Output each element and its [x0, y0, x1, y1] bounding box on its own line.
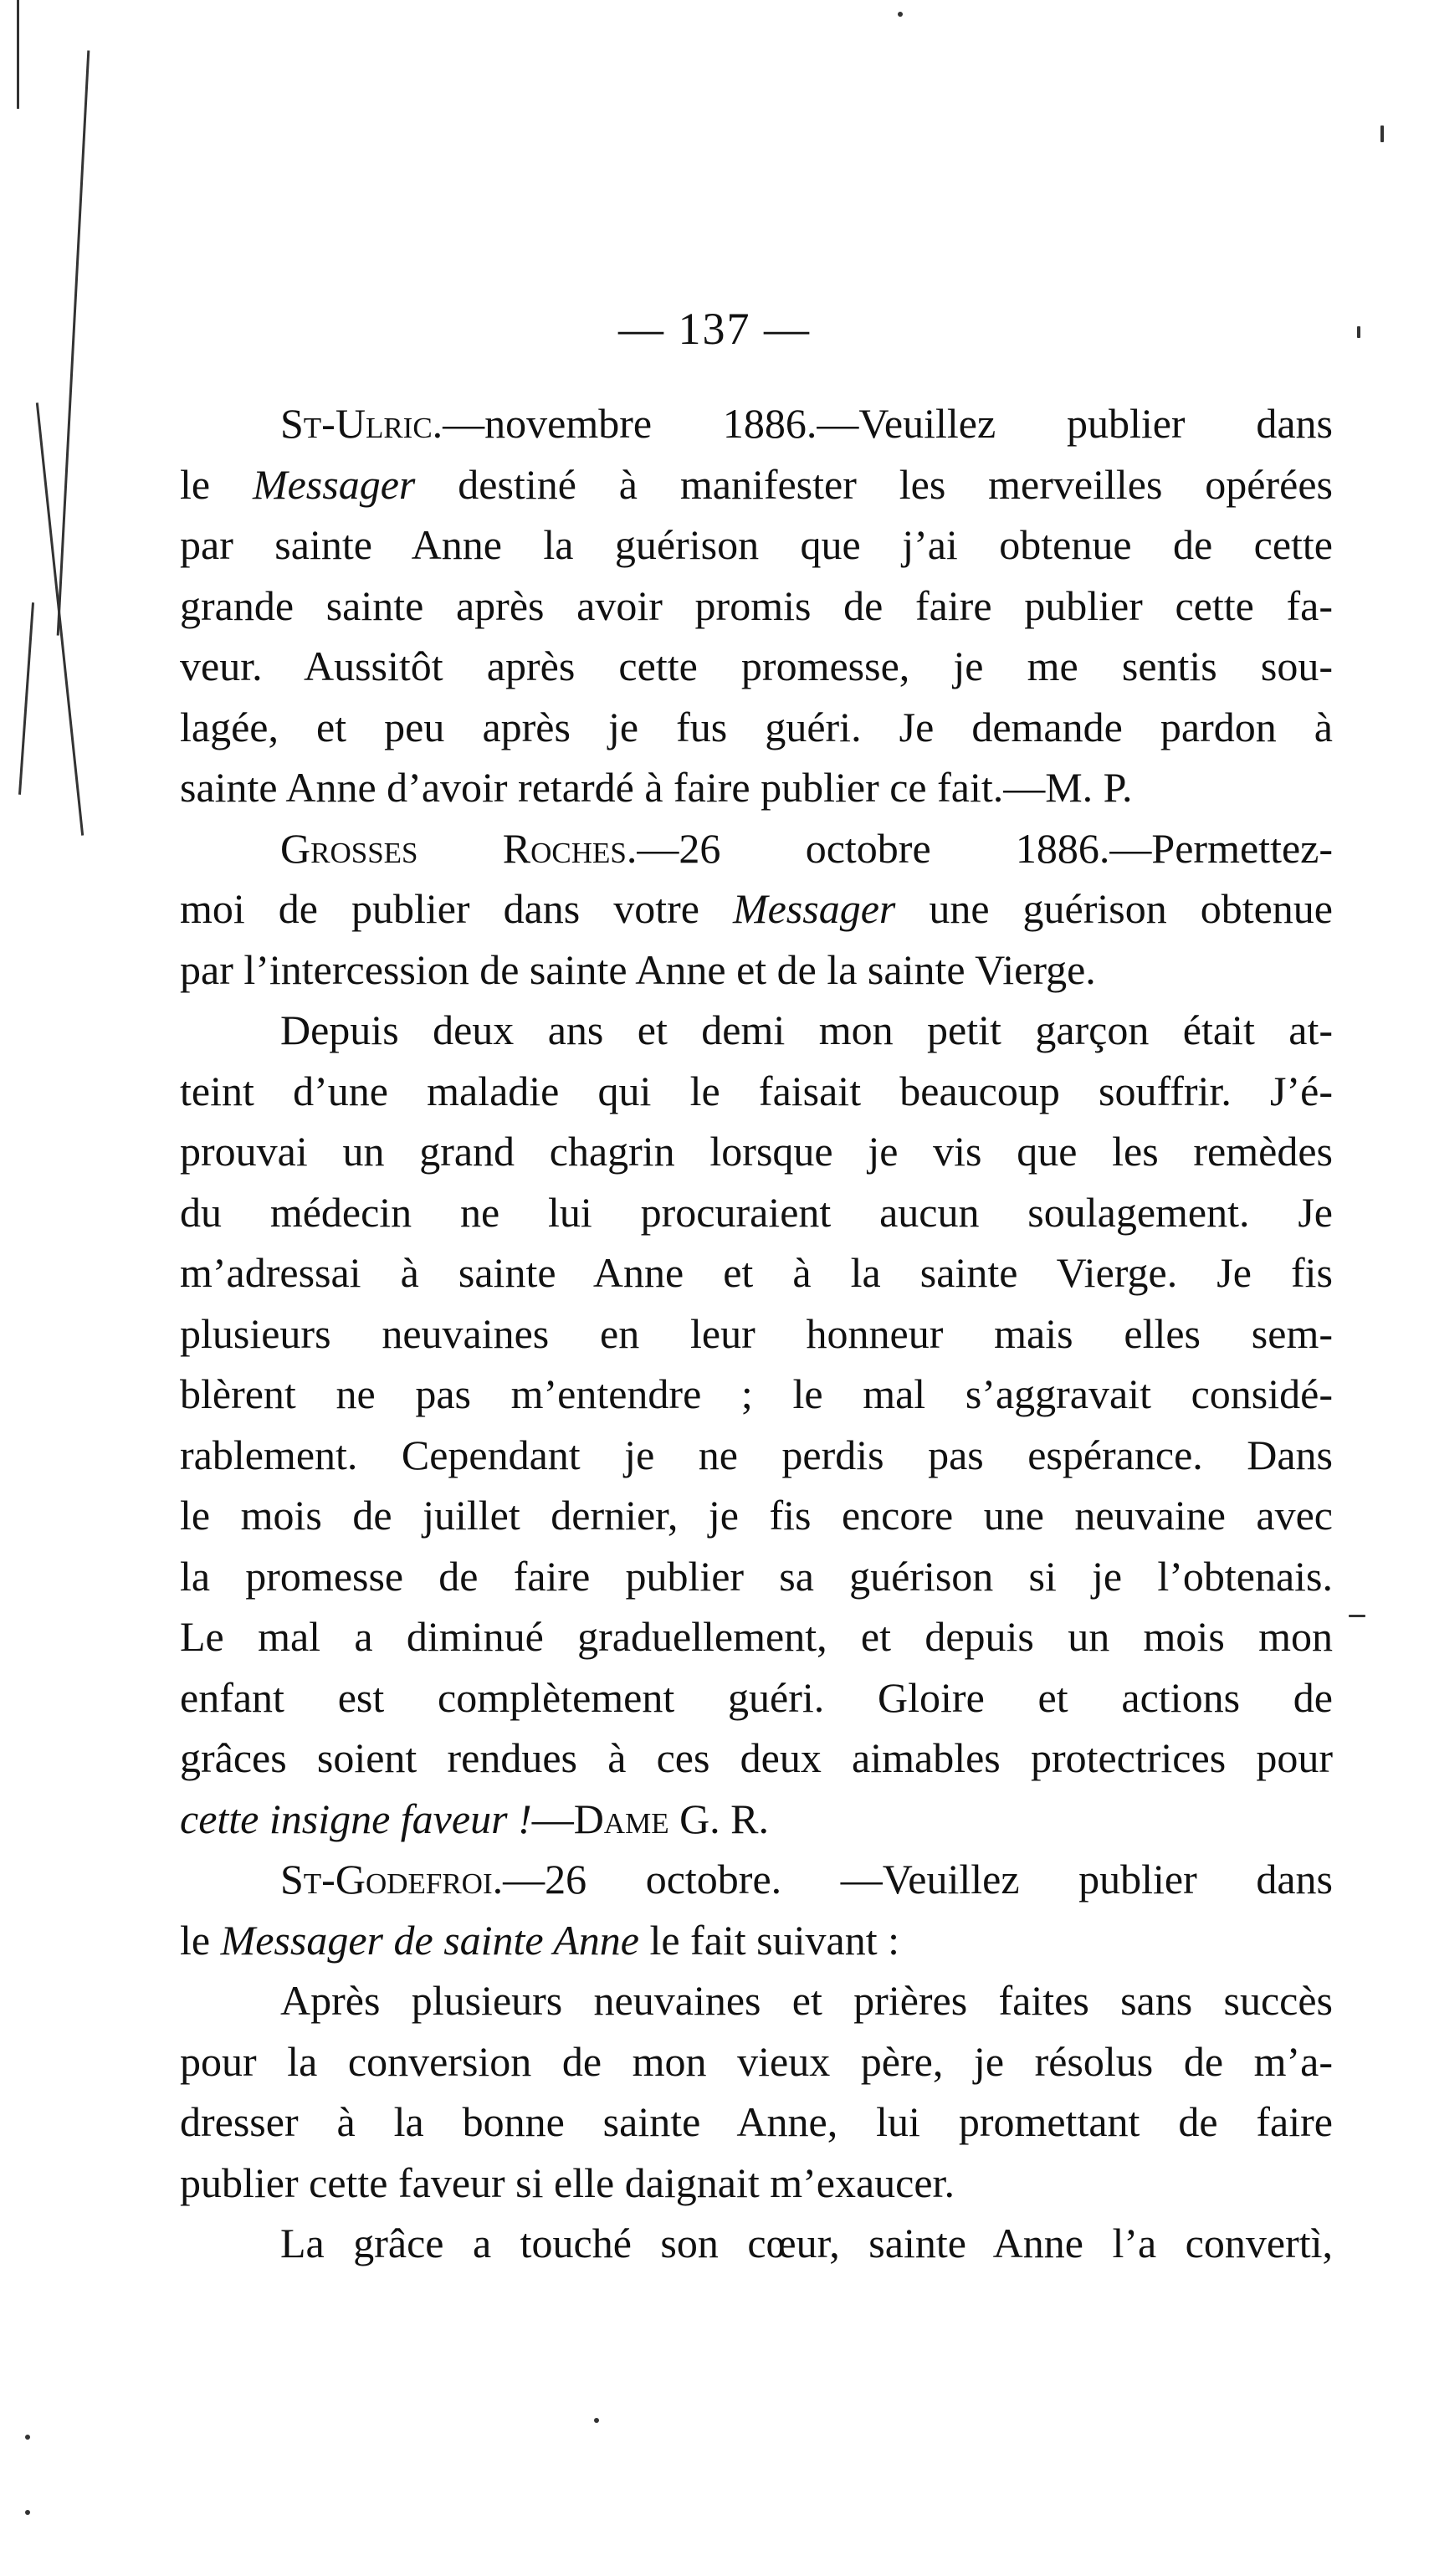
text-segment: G. R. — [668, 1795, 770, 1842]
text-segment: Le mal a diminué graduellement, et depuis un mois mon — [180, 1613, 1333, 1660]
text-segment: par sainte Anne la guérison que j’ai obtenue de cette — [180, 521, 1333, 568]
text-segment: publier cette faveur si elle daignait m’exaucer. — [180, 2159, 955, 2206]
scan-speck — [898, 12, 903, 17]
text-segment: .—novembre 1886.—Veuillez publier dans — [432, 400, 1333, 447]
text-segment: grande sainte après avoir promis de faire publier cette fa- — [180, 581, 1333, 629]
text-line — [180, 636, 1333, 697]
text-line — [180, 2213, 1333, 2274]
text-segment: prouvai un grand chagrin lorsque je vis que les remèdes — [180, 1128, 1333, 1175]
text-segment: le fait suivant : — [638, 1916, 900, 1964]
text-segment: une guérison obtenue — [895, 885, 1333, 932]
text-segment: Messager — [252, 460, 416, 508]
text-line — [180, 1303, 1333, 1365]
text-segment: le mois de juillet dernier, je fis encore une neuvaine avec — [180, 1492, 1333, 1539]
text-line — [180, 1425, 1333, 1486]
text-line — [180, 697, 1333, 758]
text-line — [180, 1789, 1333, 1850]
text-line — [180, 1667, 1333, 1728]
page-number: — 137 — — [618, 304, 811, 354]
text-segment: du médecin ne lui procuraient aucun soulagement. Je — [180, 1188, 1333, 1236]
text-segment: grâces soient rendues à ces deux aimables protectrices pour — [180, 1734, 1333, 1781]
text-segment: cette insigne faveur ! — [180, 1795, 532, 1842]
text-segment: Depuis deux ans et demi mon petit garçon était at- — [280, 1006, 1333, 1053]
text-line — [180, 1970, 1333, 2031]
text-line — [180, 2031, 1333, 2092]
text-line — [180, 393, 1333, 454]
text-segment: par l’intercession de sainte Anne et de la sainte Vierge. — [180, 945, 1096, 993]
text-line — [180, 576, 1333, 637]
scan-edge-mark — [17, 0, 19, 109]
text-segment: Grosses Roches — [280, 824, 627, 872]
text-line — [180, 1182, 1333, 1243]
text-line — [180, 454, 1333, 515]
text-line — [180, 818, 1333, 879]
text-line — [180, 940, 1333, 1001]
text-line — [180, 2092, 1333, 2153]
text-segment: enfant est complètement guéri. Gloire et actions de — [180, 1673, 1333, 1721]
scan-edge-mark — [36, 402, 84, 835]
text-line — [180, 515, 1333, 576]
text-segment: m’adressai à sainte Anne et à la sainte Vierge. Je fis — [180, 1249, 1333, 1296]
scan-speck — [1380, 125, 1384, 142]
text-line — [180, 1061, 1333, 1122]
text-segment: le — [180, 1916, 221, 1964]
text-segment: sainte Anne d’avoir retardé à faire publier ce fait.—M. P. — [180, 764, 1133, 811]
text-line — [180, 1121, 1333, 1182]
text-segment: dresser à la bonne sainte Anne, lui promettant de faire — [180, 2098, 1333, 2145]
text-segment: le — [180, 460, 253, 508]
text-segment: — — [531, 1795, 574, 1842]
text-line — [180, 2153, 1333, 2214]
text-segment: St-Ulric — [280, 400, 433, 447]
text-segment: veur. Aussitôt après cette promesse, je me sentis sou- — [180, 643, 1333, 689]
scan-speck — [594, 2418, 599, 2423]
text-line — [180, 1485, 1333, 1546]
text-segment: pour la conversion de mon vieux père, je résolus de m’a- — [180, 2037, 1333, 2085]
text-segment: .—26 octobre 1886.—Permettez- — [626, 824, 1333, 872]
text-segment: Messager — [732, 885, 896, 932]
text-segment: Dame — [573, 1795, 669, 1842]
text-segment: Messager de sainte Anne — [220, 1916, 639, 1964]
text-segment: rablement. Cependant je ne perdis pas espérance. Dans — [180, 1431, 1333, 1478]
text-line — [180, 1849, 1333, 1910]
text-segment: destiné à manifester les merveilles opérées — [415, 460, 1333, 508]
text-line — [180, 878, 1333, 940]
text-segment: plusieurs neuvaines en leur honneur mais elles sem- — [180, 1309, 1333, 1357]
text-line — [180, 1728, 1333, 1789]
text-segment: La grâce a touché son cœur, sainte Anne l’a convertì, — [280, 2220, 1333, 2266]
text-segment: lagée, et peu après je fus guéri. Je demande pardon à — [180, 703, 1333, 750]
text-line — [180, 1910, 1333, 1971]
text-segment: .—26 octobre. —Veuillez publier dans — [492, 1856, 1333, 1903]
text-segment: moi de publier dans votre — [180, 885, 733, 932]
text-segment: Après plusieurs neuvaines et prières faites sans succès — [280, 1977, 1333, 2024]
text-segment: St-Godefroi — [280, 1856, 493, 1903]
body-text — [180, 393, 1333, 2274]
scan-speck — [1349, 1615, 1365, 1617]
text-segment: teint d’une maladie qui le faisait beaucoup souffrir. J’é- — [180, 1067, 1333, 1114]
text-line — [180, 1546, 1333, 1607]
text-line — [180, 1364, 1333, 1425]
text-line — [180, 1000, 1333, 1061]
text-line — [180, 757, 1333, 818]
scan-speck — [25, 2510, 30, 2515]
text-segment: blèrent ne pas m’entendre ; le mal s’aggravait considé- — [180, 1370, 1333, 1417]
text-segment: la promesse de faire publier sa guérison si je l’obtenais. — [180, 1552, 1333, 1600]
text-line — [180, 1242, 1333, 1303]
text-line — [180, 1606, 1333, 1667]
scan-speck — [25, 2435, 30, 2440]
scan-edge-mark — [18, 602, 34, 795]
